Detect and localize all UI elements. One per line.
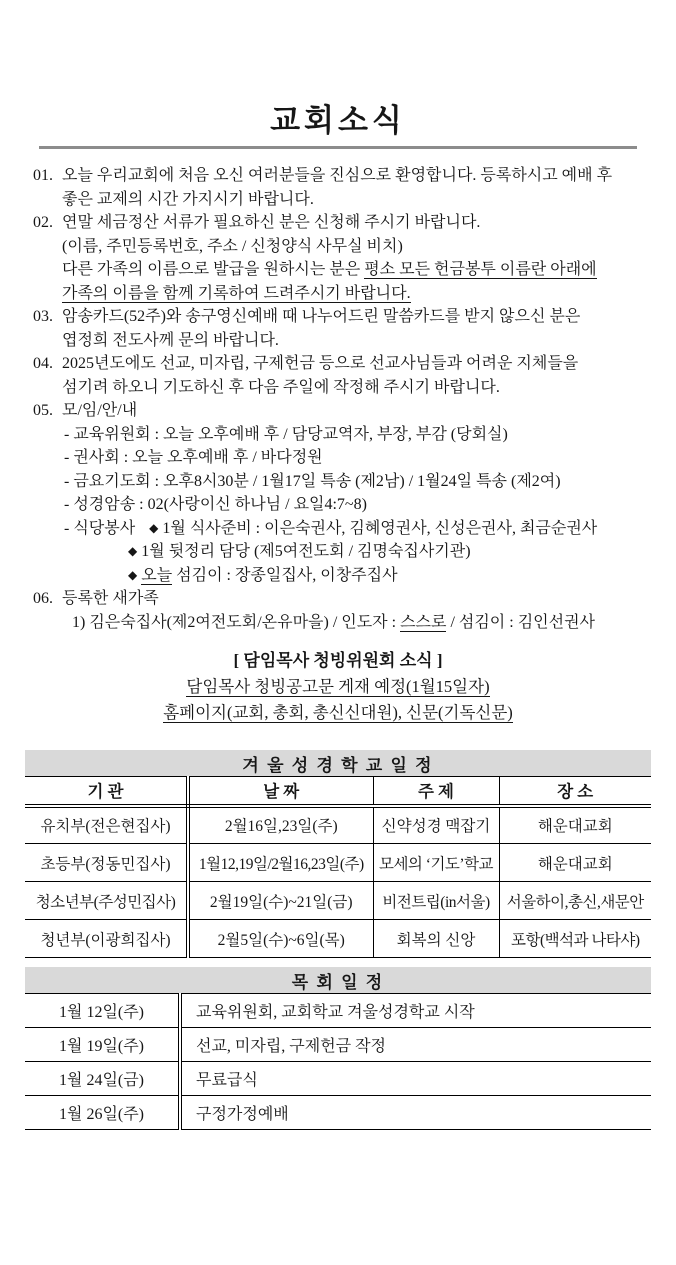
- notice-number: 01.: [33, 167, 53, 184]
- meeting-item: - 성경암송 : 02(사랑이신 하나님 / 요일4:7~8): [64, 496, 367, 513]
- newsletter-page: [0, 102, 676, 1265]
- table-row: [25, 1062, 651, 1096]
- committee-announcement: 홈페이지(교회, 총회, 총신신대원), 신문(기독신문): [163, 703, 513, 722]
- meeting-item: - 식당봉사 ◆ 1월 식사준비 : 이은숙권사, 김혜영권사, 신성은권사, 최금순권사: [64, 519, 598, 537]
- table-cell: 회복의 신앙: [373, 920, 499, 958]
- table-cell: 1월12,19일/2월16,23일(주): [188, 844, 373, 882]
- winter-bible-school-header: 겨 울 성 경 학 교 일 정: [25, 750, 651, 776]
- table-cell: 청소년부(주성민집사): [25, 882, 188, 920]
- notice-number: 06.: [33, 590, 53, 607]
- notice-number: 04.: [33, 355, 53, 372]
- notice-item-04: [33, 352, 654, 399]
- underlined-text: 평소 모든 헌금봉투 이름란 아래에: [364, 261, 597, 278]
- table-cell: 서울하이,총신,새문안: [499, 882, 651, 920]
- column-header-theme: 주 제: [373, 777, 499, 806]
- notice-text: 섬기려 하오니 기도하신 후 다음 주일에 작정해 주시기 바랍니다.: [62, 378, 500, 396]
- table-cell: 포항(백석과 나타샤): [499, 920, 651, 958]
- table-row: [25, 1028, 651, 1062]
- table-cell: 신약성경 맥잡기: [373, 806, 499, 844]
- notice-text: 2025년도에도 선교, 미자립, 구제헌금 등으로 선교사님들과 어려운 지체들을: [62, 355, 579, 372]
- table-cell: 모세의 ‘기도’학교: [373, 844, 499, 882]
- table-row: [25, 806, 651, 844]
- table-row: [25, 882, 651, 920]
- underlined-text: 스스로: [400, 613, 447, 631]
- pastoral-schedule-table: [25, 993, 651, 1130]
- page-title: 교회소식: [270, 103, 406, 138]
- table-cell: 해운대교회: [499, 844, 651, 882]
- notice-list: [0, 164, 676, 634]
- table-cell: 초등부(정동민집사): [25, 844, 188, 882]
- notice-text: 암송카드(52주)와 송구영신예배 때 나누어드린 말씀카드를 받지 않으신 분은: [62, 308, 581, 325]
- meeting-subitem: ◆ 오늘 섬김이 : 장종일집사, 이창주집사: [128, 566, 398, 584]
- diamond-bullet-icon: ◆: [128, 544, 138, 558]
- table-cell: 비전트립(in서울): [373, 882, 499, 920]
- committee-announcement: 담임목사 청빙공고문 게재 예정(1월15일자): [186, 677, 490, 696]
- table-cell: 2월19일(수)~21일(금): [188, 882, 373, 920]
- table-cell: 2월5일(수)~6일(목): [188, 920, 373, 958]
- notice-number: 02.: [33, 214, 53, 231]
- notice-text: 연말 세금정산 서류가 필요하신 분은 신청해 주시기 바랍니다.: [62, 214, 481, 231]
- meeting-item: - 권사회 : 오늘 오후예배 후 / 바다정원: [64, 449, 323, 466]
- schedule-date: 1월 26일(주): [25, 1096, 180, 1130]
- column-header-location: 장 소: [499, 777, 651, 806]
- schedule-date: 1월 24일(금): [25, 1062, 180, 1096]
- notice-text: 좋은 교제의 시간 가지시기 바랍니다.: [62, 190, 314, 208]
- notice-text: 모/임/안/내: [62, 402, 138, 419]
- schedule-event: 구정가정예배: [180, 1096, 651, 1130]
- new-family-entry: 1) 김은숙집사(제2여전도회/온유마을) / 인도자 : 스스로 / 섬김이 : 김인선권사: [72, 613, 595, 631]
- table-header-row: [25, 777, 651, 806]
- notice-text: 다른 가족의 이름으로 발급을 원하시는 분은 평소 모든 헌금봉투 이름란 아래에: [62, 261, 597, 278]
- meeting-subitem: ◆ 1월 뒷정리 담당 (제5여전도회 / 김명숙집사기관): [128, 543, 471, 560]
- table-cell: 해운대교회: [537, 818, 613, 836]
- table-row: [25, 1096, 651, 1130]
- underlined-text: 가족의 이름을 함께 기록하여 드려주시기 바랍니다.: [62, 284, 411, 302]
- column-header-date: 날 짜: [188, 777, 373, 806]
- meeting-item: - 교육위원회 : 오늘 오후예배 후 / 담당교역자, 부장, 부감 (당회실): [64, 425, 508, 443]
- committee-section-title: [ 담임목사 청빙위원회 소식 ]: [233, 651, 443, 670]
- pastor-search-committee-section: [0, 647, 676, 726]
- pastoral-schedule-header: 목 회 일 정: [25, 967, 651, 993]
- underlined-text: 오늘: [141, 566, 173, 584]
- notice-item-06: [33, 587, 654, 634]
- column-header-agency: 기 관: [25, 777, 188, 806]
- table-row: [25, 844, 651, 882]
- notice-text: (이름, 주민등록번호, 주소 / 신청양식 사무실 비치): [62, 237, 403, 255]
- diamond-bullet-icon: ◆: [128, 567, 138, 582]
- diamond-bullet-icon: ◆: [149, 520, 159, 535]
- table-cell: 2월16일,23일(주): [188, 806, 373, 844]
- notice-item-01: [33, 164, 654, 211]
- notice-text: 엽정희 전도사께 문의 바랍니다.: [62, 331, 279, 349]
- notice-text: 오늘 우리교회에 처음 오신 여러분들을 진심으로 환영합니다. 등록하시고 예배 후: [62, 167, 613, 184]
- table-cell: 청년부(이광희집사): [25, 920, 188, 958]
- schedule-event: 선교, 미자립, 구제헌금 작정: [180, 1028, 651, 1062]
- notice-number: 05.: [33, 402, 53, 419]
- winter-bible-school-table: [25, 776, 651, 958]
- table-row: [25, 994, 651, 1028]
- notice-item-03: [33, 305, 654, 352]
- schedule-date: 1월 12일(주): [25, 994, 180, 1028]
- meeting-item: - 금요기도회 : 오후8시30분 / 1월17일 특송 (제2남) / 1월24일 특송 (제2여): [64, 472, 561, 490]
- schedule-event: 교육위원회, 교회학교 겨울성경학교 시작: [180, 994, 651, 1028]
- schedule-date: 1월 19일(주): [25, 1028, 180, 1062]
- table-cell: 유치부(전은현집사): [25, 806, 188, 844]
- title-divider: [39, 146, 637, 149]
- table-row: [25, 920, 651, 958]
- notice-number: 03.: [33, 308, 53, 325]
- notice-text: [62, 282, 654, 306]
- notice-item-02: [33, 211, 654, 305]
- notice-text: 등록한 새가족: [62, 590, 159, 607]
- notice-item-05: [33, 399, 654, 587]
- schedule-event: 무료급식: [180, 1062, 651, 1096]
